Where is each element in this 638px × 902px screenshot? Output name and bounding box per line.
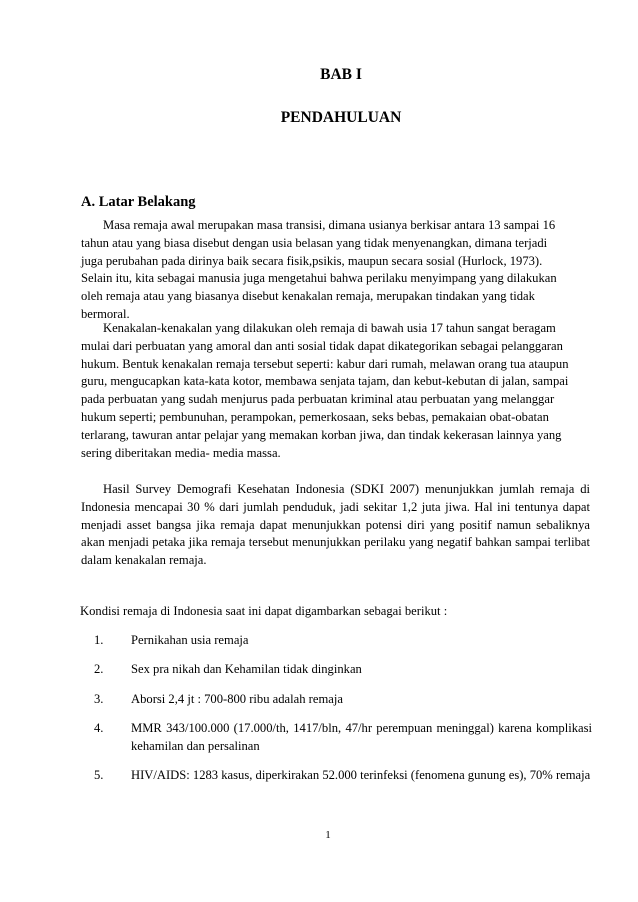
list-item (81, 632, 592, 650)
list-item-text: Sex pra nikah dan Kehamilan tidak dinginkan (131, 662, 362, 677)
list-item-text: Pernikahan usia remaja (131, 633, 249, 647)
paragraph-2-line: guru, mengucapkan kata-kata kotor, membawa senjata tajam, dan kebut-kebutan di jalan, sampai (81, 374, 569, 389)
paragraph-2-line: sering diberitakan media- media massa. (81, 445, 281, 460)
paragraph-1-line: tahun atau yang biasa disebut dengan usia belasan yang tidak menyenangkan, dimana terjadi (81, 235, 548, 250)
paragraph-1 (81, 217, 591, 324)
chapter-number: BAB I (320, 66, 362, 83)
paragraph-1-line: Masa remaja awal merupakan masa transisi, dimana usianya berkisar antara 13 sampai 16 (103, 218, 556, 232)
list-intro: Kondisi remaja di Indonesia saat ini dapat digambarkan sebagai berikut : (80, 604, 448, 618)
list-item (81, 720, 592, 756)
paragraph-3-text: Hasil Survey Demografi Kesehatan Indonesia (SDKI 2007) menunjukkan jumlah remaja di Indonesia mencapai 30 % dari jumlah penduduk, jadi sekitar 1,2 juta jiwa. Hal ini tentunya dapat menjadi asset bangsa jika remaja dapat menunjukkan potensi diri yang positif namun sebaliknya akan menjadi petaka jika remaja tersebut menunjukkan perilaku yang negatif bahkan sampai terlibat dalam kenakalan remaja. (81, 482, 590, 568)
paragraph-1-line: juga perubahan pada dirinya baik secara fisik,psikis, maupun secara sosial (Hurlock, 1973). (81, 253, 543, 268)
condition-list (81, 632, 592, 796)
list-item-number: 3. (94, 691, 104, 706)
list-item-number: 2. (94, 662, 104, 677)
page-number: 1 (325, 829, 331, 841)
list-item (81, 661, 592, 679)
list-item-number: 4. (94, 720, 104, 735)
list-item-number: 1. (94, 633, 104, 647)
list-item-number: 5. (94, 767, 104, 782)
paragraph-2-line: hukum. Bentuk kenakalan remaja tersebut seperti: kabur dari rumah, melawan orang tua ataupun (81, 356, 569, 371)
paragraph-2-line: mulai dari perbuatan yang amoral dan anti sosial tidak dapat dikategorikan sebagai pelanggaran (81, 338, 563, 353)
paragraph-2-line: terlarang, tawuran antar pelajar yang memakan korban jiwa, dan tindak kekerasan lainnya yang (81, 427, 562, 442)
list-item-text: Aborsi 2,4 jt : 700-800 ribu adalah remaja (131, 691, 343, 706)
paragraph-1-line: bermoral. (81, 306, 130, 321)
list-item-text: HIV/AIDS: 1283 kasus, diperkirakan 52.000 terinfeksi (fenomena gunung es), 70% remaja (131, 767, 591, 782)
paragraph-2 (81, 320, 591, 462)
section-heading: A. Latar Belakang (81, 194, 196, 210)
chapter-title: PENDAHULUAN (280, 109, 402, 126)
paragraph-3 (81, 481, 590, 570)
paragraph-2-line: Kenakalan-kenakalan yang dilakukan oleh remaja di bawah usia 17 tahun sangat beragam (103, 321, 556, 335)
paragraph-1-line: Selain itu, kita sebagai manusia juga mengetahui bahwa perilaku menyimpang yang dilakukan (81, 271, 557, 286)
list-item (81, 691, 592, 709)
list-item (81, 767, 592, 785)
paragraph-2-line: hukum seperti; pembunuhan, perampokan, pemerkosaan, seks bebas, pemakaian obat-obatan (81, 409, 549, 424)
list-item-text: MMR 343/100.000 (17.000/th, 1417/bln, 47/hr perempuan meninggal) karena komplikasi kehamilan dan persalinan (131, 720, 592, 753)
paragraph-1-line: oleh remaja atau yang biasanya disebut kenakalan remaja, merupakan tindakan yang tidak (81, 289, 535, 304)
paragraph-2-line: pada perbuatan yang sudah menjurus pada perbuatan kriminal atau perbuatan yang melanggar (81, 392, 555, 407)
